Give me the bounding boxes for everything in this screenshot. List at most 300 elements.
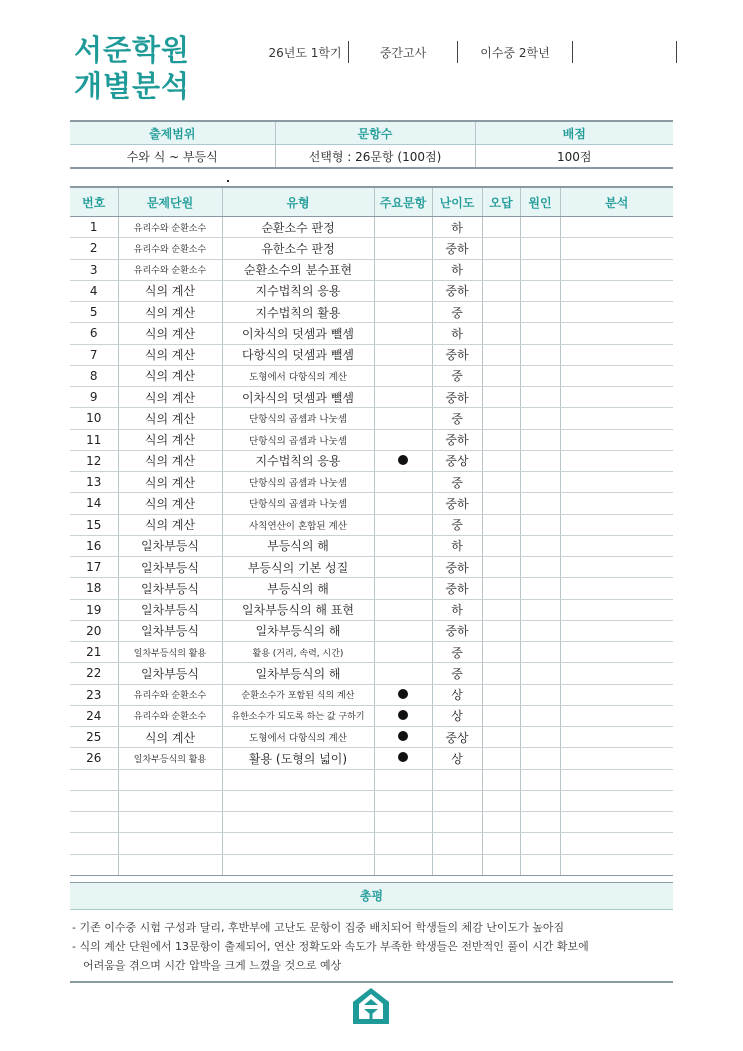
cell-level: 하 bbox=[432, 259, 482, 280]
cell-type: 지수법칙의 활용 bbox=[222, 302, 374, 323]
cell-key bbox=[374, 493, 432, 514]
cell-number: 22 bbox=[70, 663, 118, 684]
cell-empty[interactable] bbox=[520, 833, 560, 854]
cell-type: 사칙연산이 혼합된 계산 bbox=[222, 514, 374, 535]
cell-number: 25 bbox=[70, 727, 118, 748]
cell-type: 이차식의 덧셈과 뺄셈 bbox=[222, 323, 374, 344]
summary-section bbox=[70, 882, 673, 983]
cell-type: 활용 (도형의 넓이) bbox=[222, 748, 374, 769]
cell-level: 중하 bbox=[432, 238, 482, 259]
cell-wrong[interactable] bbox=[482, 217, 520, 238]
cell-type: 부등식의 해 bbox=[222, 535, 374, 556]
cell-type: 순환소수가 포함된 식의 계산 bbox=[222, 684, 374, 705]
key-question-dot-icon bbox=[398, 731, 408, 741]
cell-key bbox=[374, 620, 432, 641]
cell-cause[interactable] bbox=[520, 387, 560, 408]
cell-empty bbox=[118, 833, 222, 854]
cell-level: 중상 bbox=[432, 450, 482, 471]
table-row-blank bbox=[70, 854, 673, 875]
cell-level: 상 bbox=[432, 684, 482, 705]
cell-analysis[interactable] bbox=[560, 302, 673, 323]
cell-wrong[interactable] bbox=[482, 302, 520, 323]
cell-analysis[interactable] bbox=[560, 238, 673, 259]
cell-unit: 식의 계산 bbox=[118, 302, 222, 323]
cell-cause[interactable] bbox=[520, 599, 560, 620]
cell-wrong[interactable] bbox=[482, 472, 520, 493]
cell-analysis[interactable] bbox=[560, 344, 673, 365]
exam-school: 이수중 2학년 bbox=[480, 45, 550, 60]
cell-level: 중하 bbox=[432, 429, 482, 450]
cell-key bbox=[374, 514, 432, 535]
cell-analysis[interactable] bbox=[560, 620, 673, 641]
cell-type: 단항식의 곱셈과 나눗셈 bbox=[222, 429, 374, 450]
overview-table bbox=[70, 120, 673, 169]
cell-unit: 유리수와 순환소수 bbox=[118, 684, 222, 705]
cell-level: 하 bbox=[432, 323, 482, 344]
cell-wrong[interactable] bbox=[482, 599, 520, 620]
table-row bbox=[70, 323, 673, 344]
cell-empty bbox=[222, 854, 374, 875]
table-row bbox=[70, 238, 673, 259]
cell-empty bbox=[118, 812, 222, 833]
cell-cause[interactable] bbox=[520, 472, 560, 493]
exam-type: 중간고사 bbox=[379, 45, 427, 60]
academy-logo-icon bbox=[351, 986, 391, 1026]
cell-cause[interactable] bbox=[520, 493, 560, 514]
analysis-table bbox=[70, 186, 673, 876]
col-header-analysis: 분석 bbox=[560, 187, 673, 217]
cell-cause[interactable] bbox=[520, 684, 560, 705]
cell-wrong[interactable] bbox=[482, 387, 520, 408]
cell-level: 중하 bbox=[432, 387, 482, 408]
cell-wrong[interactable] bbox=[482, 663, 520, 684]
cell-number: 8 bbox=[70, 365, 118, 386]
cell-level: 중하 bbox=[432, 578, 482, 599]
cell-level: 중하 bbox=[432, 620, 482, 641]
cell-unit: 일차부등식 bbox=[118, 663, 222, 684]
overview-header-row bbox=[70, 121, 673, 145]
cell-analysis[interactable] bbox=[560, 557, 673, 578]
table-row bbox=[70, 365, 673, 386]
cell-number: 21 bbox=[70, 642, 118, 663]
cell-wrong[interactable] bbox=[482, 727, 520, 748]
cell-empty[interactable] bbox=[520, 790, 560, 811]
cell-wrong[interactable] bbox=[482, 620, 520, 641]
cell-analysis[interactable] bbox=[560, 472, 673, 493]
col-header-wrong: 오답 bbox=[482, 187, 520, 217]
cell-analysis[interactable] bbox=[560, 578, 673, 599]
table-row bbox=[70, 302, 673, 323]
cell-type: 일차부등식의 해 bbox=[222, 663, 374, 684]
cell-number: 26 bbox=[70, 748, 118, 769]
cell-unit: 일차부등식 bbox=[118, 620, 222, 641]
cell-empty bbox=[374, 833, 432, 854]
cell-analysis[interactable] bbox=[560, 684, 673, 705]
cell-empty[interactable] bbox=[560, 769, 673, 790]
table-row bbox=[70, 472, 673, 493]
exam-term: 26년도 1학기 bbox=[268, 45, 342, 60]
cell-level: 상 bbox=[432, 705, 482, 726]
cell-empty bbox=[118, 854, 222, 875]
cell-key bbox=[374, 302, 432, 323]
cell-cause[interactable] bbox=[520, 259, 560, 280]
key-question-dot-icon bbox=[398, 752, 408, 762]
cell-number: 16 bbox=[70, 535, 118, 556]
col-header-type: 유형 bbox=[222, 187, 374, 217]
cell-analysis[interactable] bbox=[560, 727, 673, 748]
cell-type: 다항식의 덧셈과 뺄셈 bbox=[222, 344, 374, 365]
cell-type: 일차부등식의 해 표현 bbox=[222, 599, 374, 620]
cell-type: 부등식의 해 bbox=[222, 578, 374, 599]
cell-key bbox=[374, 259, 432, 280]
table-row bbox=[70, 557, 673, 578]
table-row bbox=[70, 684, 673, 705]
cell-analysis[interactable] bbox=[560, 387, 673, 408]
table-row-blank bbox=[70, 833, 673, 854]
cell-level: 중상 bbox=[432, 727, 482, 748]
table-row bbox=[70, 705, 673, 726]
cell-number: 9 bbox=[70, 387, 118, 408]
table-row bbox=[70, 280, 673, 301]
cell-wrong[interactable] bbox=[482, 748, 520, 769]
cell-cause[interactable] bbox=[520, 344, 560, 365]
cell-empty bbox=[222, 790, 374, 811]
cell-type: 지수법칙의 응용 bbox=[222, 450, 374, 471]
table-row bbox=[70, 429, 673, 450]
cell-wrong[interactable] bbox=[482, 323, 520, 344]
cell-number: 23 bbox=[70, 684, 118, 705]
cell-empty bbox=[118, 769, 222, 790]
table-row bbox=[70, 620, 673, 641]
cell-analysis[interactable] bbox=[560, 642, 673, 663]
cell-level: 중 bbox=[432, 302, 482, 323]
cell-cause[interactable] bbox=[520, 642, 560, 663]
cell-key bbox=[374, 323, 432, 344]
cell-type: 이차식의 덧셈과 뺄셈 bbox=[222, 387, 374, 408]
cell-key bbox=[374, 642, 432, 663]
cell-wrong[interactable] bbox=[482, 259, 520, 280]
cell-type: 활용 (거리, 속력, 시간) bbox=[222, 642, 374, 663]
cell-unit: 식의 계산 bbox=[118, 408, 222, 429]
table-row bbox=[70, 663, 673, 684]
cell-empty bbox=[432, 790, 482, 811]
cell-empty bbox=[374, 790, 432, 811]
cell-level: 중하 bbox=[432, 493, 482, 514]
cell-level: 중 bbox=[432, 472, 482, 493]
cell-cause[interactable] bbox=[520, 705, 560, 726]
cell-empty[interactable] bbox=[482, 790, 520, 811]
cell-empty bbox=[118, 790, 222, 811]
cell-number: 10 bbox=[70, 408, 118, 429]
cell-number: 12 bbox=[70, 450, 118, 471]
cell-type: 유한소수가 되도록 하는 값 구하기 bbox=[222, 705, 374, 726]
cell-cause[interactable] bbox=[520, 217, 560, 238]
analysis-header-row bbox=[70, 187, 673, 217]
table-row-blank bbox=[70, 790, 673, 811]
key-question-dot-icon bbox=[398, 455, 408, 465]
cell-type: 단항식의 곱셈과 나눗셈 bbox=[222, 472, 374, 493]
cell-analysis[interactable] bbox=[560, 450, 673, 471]
cell-wrong[interactable] bbox=[482, 450, 520, 471]
overview-header-count: 문항수 bbox=[275, 121, 475, 145]
cell-empty bbox=[70, 790, 118, 811]
summary-line: - 기존 이수중 시험 구성과 달리, 후반부에 고난도 문항이 집중 배치되어 학생들의 체감 난이도가 높아짐 bbox=[72, 921, 565, 934]
cell-unit: 식의 계산 bbox=[118, 323, 222, 344]
brand-line-1: 서준학원 bbox=[74, 33, 191, 67]
table-row bbox=[70, 408, 673, 429]
cell-type: 도형에서 다항식의 계산 bbox=[222, 365, 374, 386]
cell-wrong[interactable] bbox=[482, 557, 520, 578]
cell-unit: 일차부등식 bbox=[118, 535, 222, 556]
cell-number: 5 bbox=[70, 302, 118, 323]
key-question-dot-icon bbox=[398, 689, 408, 699]
cell-key bbox=[374, 472, 432, 493]
cell-wrong[interactable] bbox=[482, 280, 520, 301]
cell-key bbox=[374, 429, 432, 450]
cell-type: 순환소수의 분수표현 bbox=[222, 259, 374, 280]
cell-number: 18 bbox=[70, 578, 118, 599]
cell-analysis[interactable] bbox=[560, 535, 673, 556]
cell-type: 지수법칙의 응용 bbox=[222, 280, 374, 301]
cell-unit: 식의 계산 bbox=[118, 429, 222, 450]
col-header-unit: 문제단원 bbox=[118, 187, 222, 217]
cell-wrong[interactable] bbox=[482, 705, 520, 726]
col-header-key: 주요문항 bbox=[374, 187, 432, 217]
cell-cause[interactable] bbox=[520, 663, 560, 684]
col-header-cause: 원인 bbox=[520, 187, 560, 217]
summary-title: 총평 bbox=[70, 882, 673, 910]
cell-wrong[interactable] bbox=[482, 429, 520, 450]
cell-type: 유한소수 판정 bbox=[222, 238, 374, 259]
cell-wrong[interactable] bbox=[482, 535, 520, 556]
cell-empty[interactable] bbox=[482, 833, 520, 854]
cell-number: 4 bbox=[70, 280, 118, 301]
cell-level: 중 bbox=[432, 663, 482, 684]
cell-unit: 일차부등식의 활용 bbox=[118, 642, 222, 663]
cell-analysis[interactable] bbox=[560, 599, 673, 620]
cell-unit: 식의 계산 bbox=[118, 365, 222, 386]
cell-wrong[interactable] bbox=[482, 238, 520, 259]
cell-empty[interactable] bbox=[560, 833, 673, 854]
cell-unit: 유리수와 순환소수 bbox=[118, 259, 222, 280]
cell-cause[interactable] bbox=[520, 620, 560, 641]
cell-cause[interactable] bbox=[520, 514, 560, 535]
cell-key bbox=[374, 684, 432, 705]
brand-line-2: 개별분석 bbox=[74, 69, 191, 103]
cell-unit: 식의 계산 bbox=[118, 727, 222, 748]
overview-value-row bbox=[70, 145, 673, 169]
cell-unit: 일차부등식 bbox=[118, 578, 222, 599]
cell-cause[interactable] bbox=[520, 365, 560, 386]
cell-analysis[interactable] bbox=[560, 663, 673, 684]
cell-analysis[interactable] bbox=[560, 429, 673, 450]
exam-extra bbox=[573, 40, 673, 64]
exam-info-bar bbox=[262, 40, 673, 64]
cell-analysis[interactable] bbox=[560, 705, 673, 726]
cell-wrong[interactable] bbox=[482, 514, 520, 535]
cell-key bbox=[374, 450, 432, 471]
cell-cause[interactable] bbox=[520, 557, 560, 578]
table-row-blank bbox=[70, 812, 673, 833]
overview-header-range: 출제범위 bbox=[70, 121, 275, 145]
cell-cause[interactable] bbox=[520, 280, 560, 301]
cell-number: 20 bbox=[70, 620, 118, 641]
cell-analysis[interactable] bbox=[560, 748, 673, 769]
cell-empty bbox=[70, 854, 118, 875]
table-row bbox=[70, 535, 673, 556]
cell-type: 단항식의 곱셈과 나눗셈 bbox=[222, 493, 374, 514]
cell-wrong[interactable] bbox=[482, 408, 520, 429]
cell-analysis[interactable] bbox=[560, 493, 673, 514]
cell-empty bbox=[70, 833, 118, 854]
cell-unit: 식의 계산 bbox=[118, 344, 222, 365]
cell-empty[interactable] bbox=[520, 812, 560, 833]
overview-count: 선택형 : 26문항 (100점) bbox=[275, 145, 475, 169]
cell-empty bbox=[432, 833, 482, 854]
table-row bbox=[70, 514, 673, 535]
cell-key bbox=[374, 663, 432, 684]
cell-level: 하 bbox=[432, 217, 482, 238]
cell-unit: 식의 계산 bbox=[118, 514, 222, 535]
cell-key bbox=[374, 578, 432, 599]
overview-header-score: 배점 bbox=[475, 121, 673, 145]
cell-cause[interactable] bbox=[520, 429, 560, 450]
table-row bbox=[70, 344, 673, 365]
cell-level: 중 bbox=[432, 642, 482, 663]
cell-cause[interactable] bbox=[520, 408, 560, 429]
cell-empty bbox=[222, 833, 374, 854]
cell-analysis[interactable] bbox=[560, 259, 673, 280]
cell-analysis[interactable] bbox=[560, 280, 673, 301]
cell-empty bbox=[374, 812, 432, 833]
cell-empty bbox=[374, 769, 432, 790]
summary-line: - 식의 계산 단원에서 13문항이 출제되어, 연산 정확도와 속도가 부족한 학생들은 전반적인 풀이 시간 확보에 bbox=[72, 940, 589, 953]
cell-analysis[interactable] bbox=[560, 514, 673, 535]
cell-empty[interactable] bbox=[482, 854, 520, 875]
cell-wrong[interactable] bbox=[482, 684, 520, 705]
cell-key bbox=[374, 748, 432, 769]
cell-cause[interactable] bbox=[520, 302, 560, 323]
cell-empty[interactable] bbox=[560, 854, 673, 875]
cell-unit: 식의 계산 bbox=[118, 387, 222, 408]
table-row-blank bbox=[70, 769, 673, 790]
cell-key bbox=[374, 280, 432, 301]
cell-unit: 일차부등식 bbox=[118, 599, 222, 620]
cell-unit: 식의 계산 bbox=[118, 450, 222, 471]
cell-empty bbox=[432, 812, 482, 833]
overview-range: 수와 식 ~ 부등식 bbox=[70, 145, 275, 169]
cell-wrong[interactable] bbox=[482, 365, 520, 386]
cell-empty[interactable] bbox=[482, 812, 520, 833]
table-row bbox=[70, 748, 673, 769]
cell-key bbox=[374, 727, 432, 748]
cell-cause[interactable] bbox=[520, 748, 560, 769]
table-row bbox=[70, 642, 673, 663]
cell-empty bbox=[222, 769, 374, 790]
cell-unit: 유리수와 순환소수 bbox=[118, 238, 222, 259]
table-row bbox=[70, 727, 673, 748]
cell-key bbox=[374, 599, 432, 620]
exam-info-divider bbox=[676, 41, 677, 63]
cell-key bbox=[374, 387, 432, 408]
cell-cause[interactable] bbox=[520, 535, 560, 556]
cell-type: 도형에서 다항식의 계산 bbox=[222, 727, 374, 748]
cell-number: 15 bbox=[70, 514, 118, 535]
cell-empty[interactable] bbox=[520, 854, 560, 875]
cell-empty bbox=[222, 812, 374, 833]
cell-key bbox=[374, 365, 432, 386]
cell-wrong[interactable] bbox=[482, 642, 520, 663]
cell-number: 3 bbox=[70, 259, 118, 280]
cell-empty[interactable] bbox=[482, 769, 520, 790]
cell-wrong[interactable] bbox=[482, 578, 520, 599]
cell-empty bbox=[70, 769, 118, 790]
cell-type: 순환소수 판정 bbox=[222, 217, 374, 238]
cell-wrong[interactable] bbox=[482, 344, 520, 365]
cell-key bbox=[374, 705, 432, 726]
key-question-dot-icon bbox=[398, 710, 408, 720]
cell-unit: 일차부등식의 활용 bbox=[118, 748, 222, 769]
cell-number: 17 bbox=[70, 557, 118, 578]
summary-line: 어려움을 겪으며 시간 압박을 크게 느꼈을 것으로 예상 bbox=[83, 959, 342, 972]
cell-analysis[interactable] bbox=[560, 323, 673, 344]
table-row bbox=[70, 578, 673, 599]
cell-cause[interactable] bbox=[520, 578, 560, 599]
cell-level: 중 bbox=[432, 408, 482, 429]
cell-analysis[interactable] bbox=[560, 217, 673, 238]
cell-empty[interactable] bbox=[560, 790, 673, 811]
cell-cause[interactable] bbox=[520, 450, 560, 471]
cell-key bbox=[374, 217, 432, 238]
cell-unit: 유리수와 순환소수 bbox=[118, 217, 222, 238]
cell-wrong[interactable] bbox=[482, 493, 520, 514]
cell-unit: 식의 계산 bbox=[118, 472, 222, 493]
cell-analysis[interactable] bbox=[560, 365, 673, 386]
table-row bbox=[70, 259, 673, 280]
brand-title bbox=[74, 32, 190, 104]
cell-number: 1 bbox=[70, 217, 118, 238]
cell-key bbox=[374, 557, 432, 578]
cell-level: 중 bbox=[432, 514, 482, 535]
cell-number: 2 bbox=[70, 238, 118, 259]
col-header-number: 번호 bbox=[70, 187, 118, 217]
table-row bbox=[70, 387, 673, 408]
stray-dot bbox=[227, 180, 229, 182]
summary-body bbox=[70, 910, 673, 983]
cell-key bbox=[374, 408, 432, 429]
col-header-level: 난이도 bbox=[432, 187, 482, 217]
cell-cause[interactable] bbox=[520, 238, 560, 259]
overview-score: 100점 bbox=[475, 145, 673, 169]
cell-key bbox=[374, 344, 432, 365]
cell-cause[interactable] bbox=[520, 323, 560, 344]
cell-number: 6 bbox=[70, 323, 118, 344]
cell-empty bbox=[432, 769, 482, 790]
cell-level: 상 bbox=[432, 748, 482, 769]
cell-level: 하 bbox=[432, 599, 482, 620]
table-row bbox=[70, 493, 673, 514]
cell-cause[interactable] bbox=[520, 727, 560, 748]
cell-level: 중하 bbox=[432, 344, 482, 365]
cell-level: 중하 bbox=[432, 280, 482, 301]
cell-analysis[interactable] bbox=[560, 408, 673, 429]
cell-key bbox=[374, 238, 432, 259]
analysis-body bbox=[70, 217, 673, 876]
cell-empty[interactable] bbox=[520, 769, 560, 790]
cell-key bbox=[374, 535, 432, 556]
cell-type: 단항식의 곱셈과 나눗셈 bbox=[222, 408, 374, 429]
cell-empty[interactable] bbox=[560, 812, 673, 833]
